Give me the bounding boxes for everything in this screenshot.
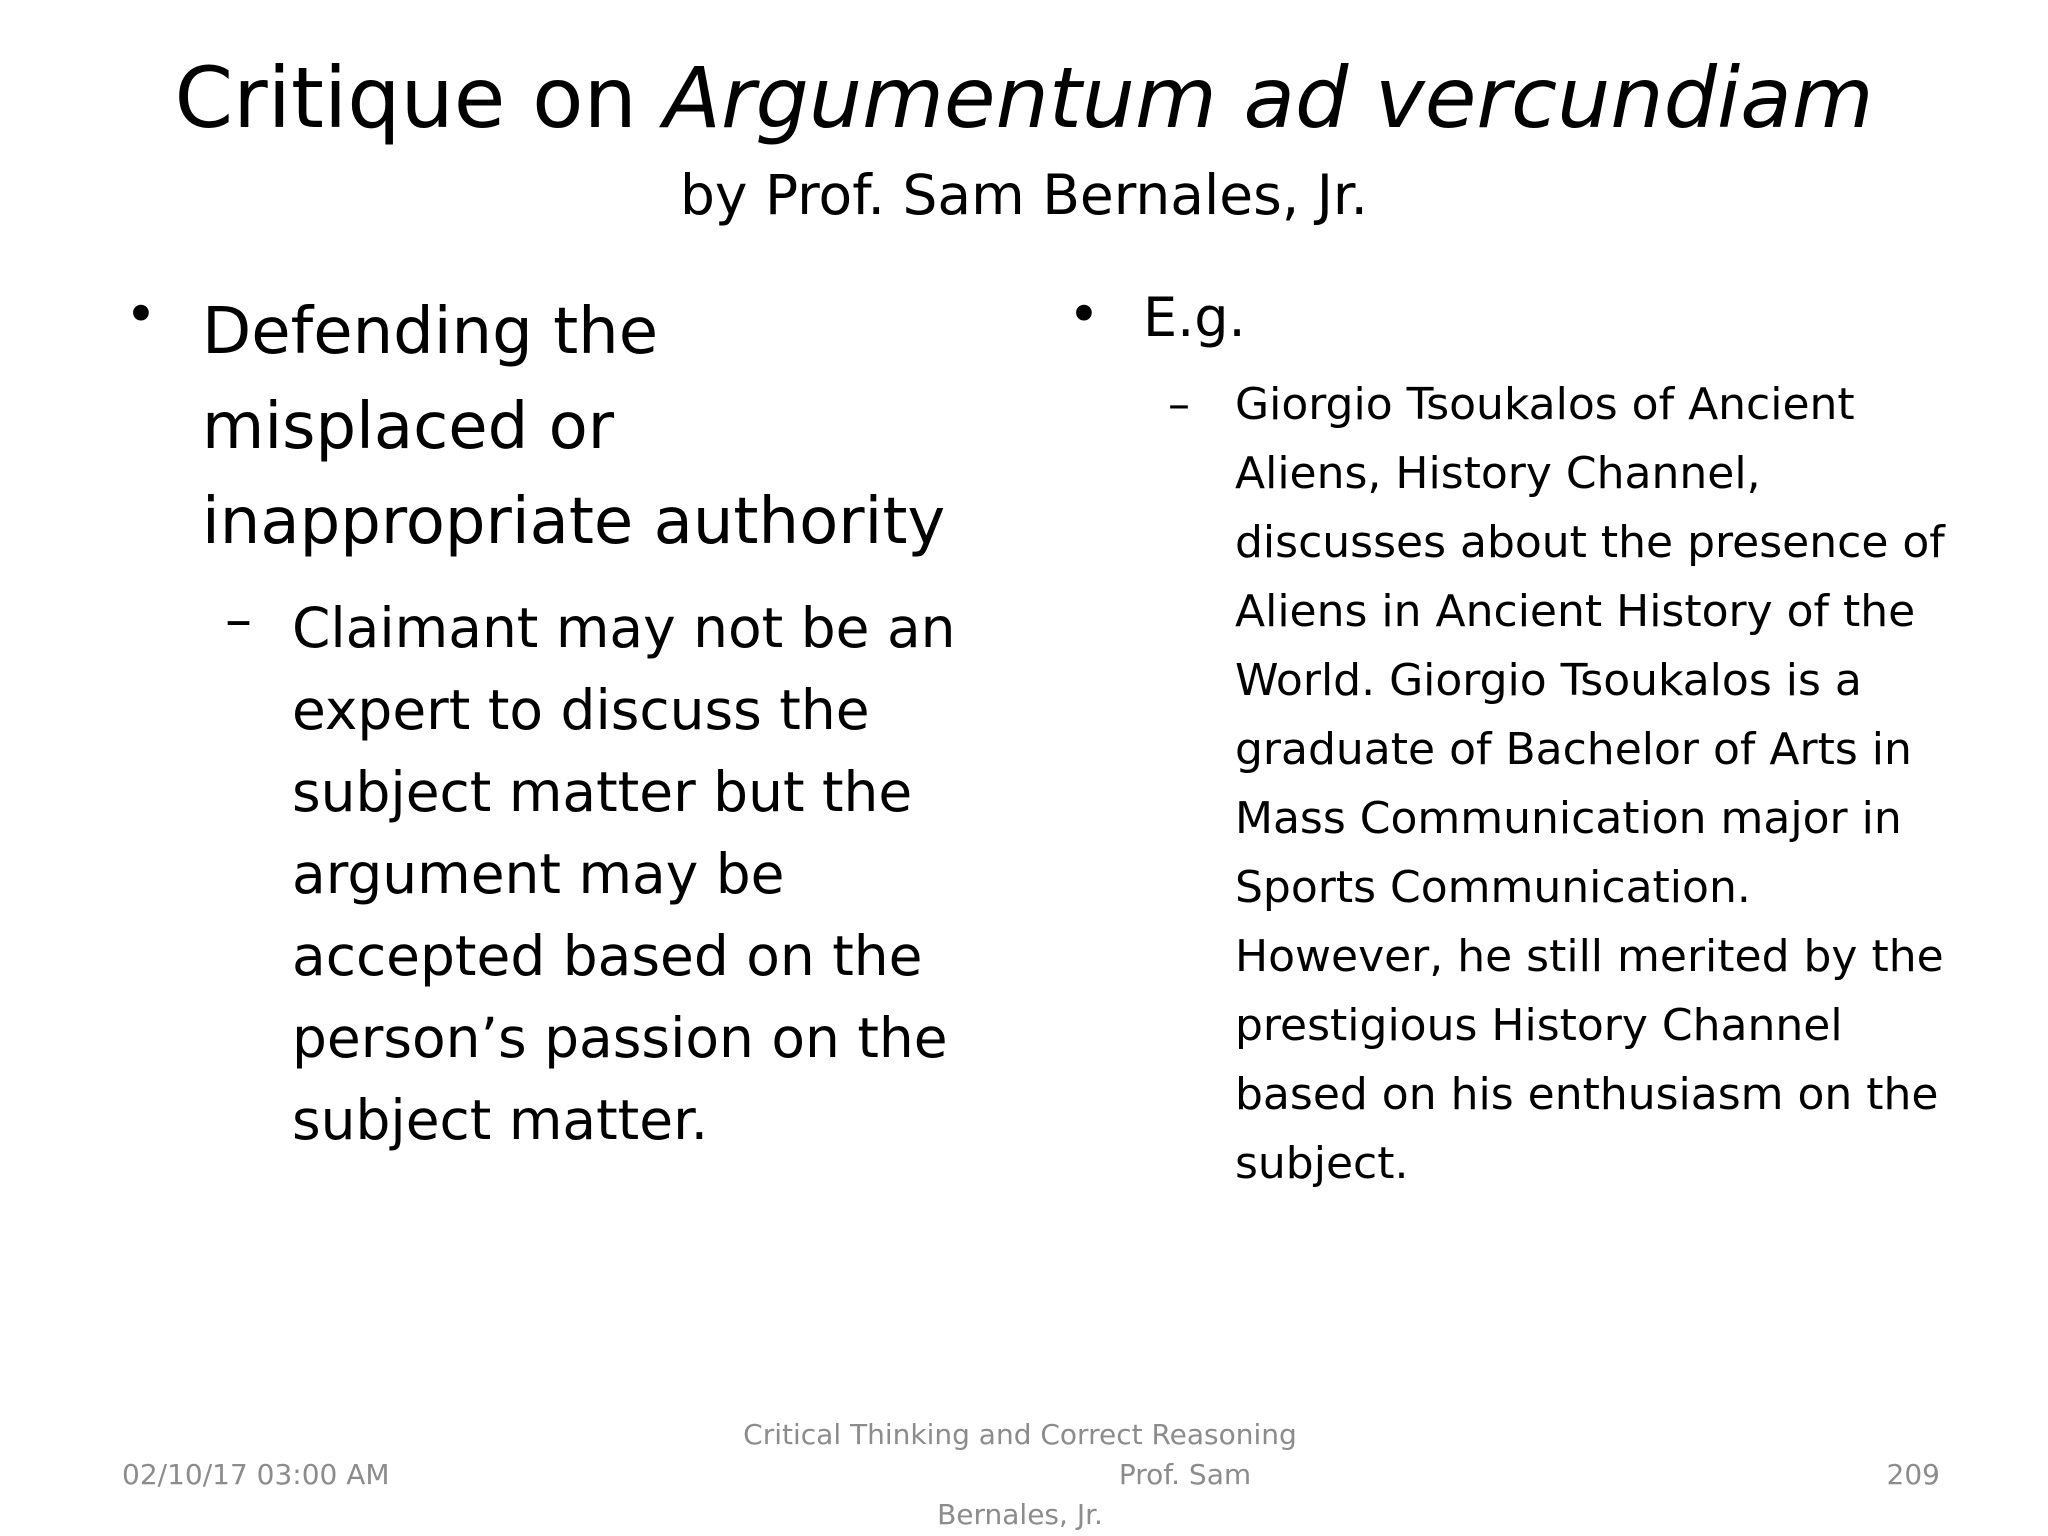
title-italic: Argumentum ad vercundiam [663,49,1874,147]
footer-center-line1: Critical Thinking and Correct Reasoning [743,1418,1297,1451]
footer-date: 02/10/17 03:00 AM [122,1458,390,1491]
left-main-point: Defending the misplaced or inappropriate authority [202,295,946,559]
right-main-point: E.g. [1143,286,1246,349]
footer-center [700,1415,1340,1535]
slide-title [0,48,2048,148]
bullet-icon: • [125,283,157,346]
footer-center-line2: Prof. Sam [1118,1458,1252,1491]
dash-icon: – [1168,379,1190,430]
bullet-icon: • [1068,283,1100,346]
right-sub-point: Giorgio Tsoukalos of Ancient Aliens, History Channel, discusses about the presence of Aliens in Ancient History of the World. Giorgio Tsoukalos is a graduate of Bachelor of Arts in Mass Communication major in Sports Communication. However, he still merited by the prestigious History Channel based on his enthusiasm on the subject. [1235,379,1945,1189]
left-sub-point: Claimant may not be an expert to discuss the subject matter but the argument may be accepted based on the person’s passion on the subject matter. [292,596,956,1152]
slide-subtitle: by Prof. Sam Bernales, Jr. [680,163,1368,227]
title-prefix: Critique on [174,49,664,147]
footer-page-number: 209 [1886,1458,1940,1491]
dash-icon: – [225,588,252,651]
footer-center-line3: Bernales, Jr. [937,1498,1103,1531]
